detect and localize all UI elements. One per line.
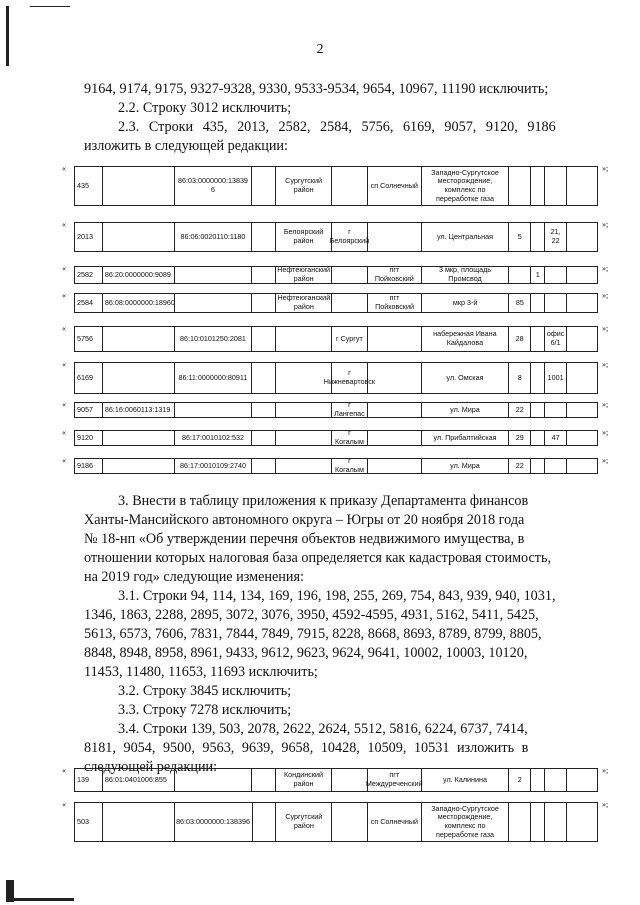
table-cell-settlement (368, 403, 422, 417)
table-cell-cad: 86:10:0101250:2081 (175, 327, 253, 351)
table-cell-b (531, 294, 545, 312)
quote-close: »; (602, 400, 609, 409)
table-cell-n: 2582 (75, 267, 103, 283)
text-line: 2.3. Строки 435, 2013, 2582, 2584, 5756, 6169, 9057, 9120, 9186 (118, 119, 556, 135)
table-cell-id (103, 327, 175, 351)
table-cell-id: 86:01:0401006:855 (103, 769, 175, 791)
table-cell-cad: 86:17:0010102:532 (175, 431, 253, 445)
table-cell-r (545, 267, 567, 283)
quote-open: « (62, 428, 66, 437)
quote-close: »; (602, 766, 609, 775)
table-cell-address: набережная Ивана Кайдалова (422, 327, 510, 351)
text-line: 3.3. Строку 7278 исключить; (118, 702, 292, 718)
table-row (74, 222, 598, 252)
table-cell-b (531, 431, 545, 445)
quote-open: « (62, 291, 66, 300)
table-cell-blank2: г Белоярский (332, 223, 368, 251)
table-cell-blank (252, 363, 276, 393)
table-cell-b (531, 327, 545, 351)
table-cell-extra (567, 431, 597, 445)
table-cell-r: 47 (545, 431, 567, 445)
table-cell-cad: 86:03:0000000:13839 6 (175, 167, 253, 205)
text-line: на 2019 год» следующие изменения: (84, 569, 304, 585)
table-cell-extra (567, 459, 597, 473)
table-cell-blank2: г Когалым (332, 431, 368, 445)
table-cell-h (509, 803, 531, 841)
text-line: отношении которых налоговая база определяется как кадастровая стоимость, (84, 550, 552, 566)
text-line: 2.2. Строку 3012 исключить; (118, 100, 292, 116)
table-row (74, 458, 598, 474)
quote-open: « (62, 400, 66, 409)
quote-open: « (62, 766, 66, 775)
table-cell-blank (252, 769, 276, 791)
table-row (74, 266, 598, 284)
table-cell-h: 29 (509, 431, 531, 445)
table-cell-settlement: пгт Пойковский (368, 294, 422, 312)
table-cell-settlement: сп Солнечный (368, 167, 422, 205)
table-cell-h: 85 (509, 294, 531, 312)
text-line: следующей редакции: (84, 759, 218, 775)
paragraph-amendments (84, 492, 584, 777)
table-cell-id: 86:08:0000000:18960 (103, 294, 175, 312)
table-cell-b: 1 (531, 267, 545, 283)
table-cell-r: 21, 22 (545, 223, 567, 251)
table-cell-blank (252, 403, 276, 417)
table-cell-n: 139 (75, 769, 103, 791)
table-cell-blank (252, 267, 276, 283)
table-cell-extra (567, 223, 597, 251)
table-cell-id (103, 363, 175, 393)
table-cell-settlement (368, 431, 422, 445)
table-cell-r (545, 459, 567, 473)
table-row (74, 293, 598, 313)
quote-open: « (62, 220, 66, 229)
table-cell-cad: 86:11:0000000:80911 (175, 363, 253, 393)
text-line: 3.1. Строки 94, 114, 134, 169, 196, 198, 255, 269, 754, 843, 939, 940, 1031, (118, 588, 556, 604)
quote-close: »; (602, 456, 609, 465)
table-row (74, 362, 598, 394)
text-line: 9164, 9174, 9175, 9327-9328, 9330, 9533-9534, 9654, 10967, 11190 исключить; (84, 81, 549, 97)
table-cell-cad: 86:06:0020110:1180 (175, 223, 253, 251)
table-cell-r: офис 6/1 (545, 327, 567, 351)
table-cell-id (103, 167, 175, 205)
table-cell-cad (175, 267, 253, 283)
table-cell-n: 9057 (75, 403, 103, 417)
table-cell-settlement (368, 459, 422, 473)
table-cell-district: Нефтеюганский район (276, 267, 332, 283)
table-row (74, 768, 598, 792)
table-row (74, 166, 598, 206)
table-cell-address: ул. Прибалтийская (422, 431, 510, 445)
table-row (74, 802, 598, 842)
paragraph-exclusions (84, 80, 584, 156)
table-cell-b (531, 167, 545, 205)
table-cell-district (276, 327, 332, 351)
table-cell-blank2 (332, 803, 368, 841)
table-cell-cad (175, 403, 253, 417)
table-cell-r (545, 769, 567, 791)
scan-mark-top (30, 6, 70, 7)
table-cell-address: ул. Калинина (422, 769, 510, 791)
table-cell-h: 28 (509, 327, 531, 351)
page-number: 2 (316, 42, 324, 57)
table-cell-b (531, 223, 545, 251)
table-cell-district (276, 403, 332, 417)
text-line: 11453, 11480, 11653, 11693 исключить; (84, 664, 318, 680)
table-cell-blank (252, 294, 276, 312)
table-cell-blank2 (332, 769, 368, 791)
table-cell-district (276, 459, 332, 473)
table-cell-cad (175, 769, 253, 791)
table-cell-n: 2584 (75, 294, 103, 312)
quote-close: »; (602, 264, 609, 273)
table-cell-blank2: г Сургут (332, 327, 368, 351)
table-cell-r: 1001 (545, 363, 567, 393)
table-cell-b (531, 803, 545, 841)
table-cell-settlement: сп Солнечный (368, 803, 422, 841)
quote-close: »; (602, 360, 609, 369)
table-cell-h: 8 (509, 363, 531, 393)
table-cell-id (103, 223, 175, 251)
quote-close: »; (602, 164, 609, 173)
text-line: 3.4. Строки 139, 503, 2078, 2622, 2624, 5512, 5816, 6224, 6737, 7414, (118, 721, 528, 737)
quote-open: « (62, 800, 66, 809)
table-cell-blank (253, 803, 277, 841)
quote-close: »; (602, 220, 609, 229)
table-cell-blank (252, 431, 276, 445)
quote-open: « (62, 264, 66, 273)
table-cell-blank (252, 327, 276, 351)
table-cell-id (103, 431, 175, 445)
table-cell-id (103, 459, 175, 473)
table-cell-blank2 (332, 294, 368, 312)
text-line: Ханты-Мансийского автономного округа – Югры от 20 ноября 2018 года (84, 512, 525, 528)
table-cell-n: 9186 (75, 459, 103, 473)
table-cell-b (531, 769, 545, 791)
table-cell-district: Сургутский район (276, 167, 332, 205)
table-row (74, 326, 598, 352)
table-cell-n: 435 (75, 167, 103, 205)
text-line: № 18-нп «Об утверждении перечня объектов недвижимого имущества, в (84, 531, 525, 547)
table-cell-h (509, 167, 531, 205)
table-cell-r (545, 803, 567, 841)
table-cell-h: 5 (509, 223, 531, 251)
quote-close: »; (602, 800, 609, 809)
table-cell-n: 6169 (75, 363, 103, 393)
scan-mark-bottom-line (14, 898, 74, 901)
text-line: 8848, 8948, 8958, 8961, 9433, 9612, 9623, 9624, 9641, 10002, 10003, 10120, (84, 645, 528, 661)
table-row (74, 430, 598, 446)
table-cell-blank2 (332, 167, 368, 205)
table-cell-h: 22 (509, 403, 531, 417)
table-cell-address: ул. Центральная (422, 223, 510, 251)
table-cell-address: Западно-Сургутское месторождение, комплекс по переработке газа (422, 803, 510, 841)
table-cell-extra (567, 363, 597, 393)
table-cell-settlement (368, 223, 422, 251)
table-cell-extra (567, 294, 597, 312)
table-cell-n: 9120 (75, 431, 103, 445)
table-cell-h: 22 (509, 459, 531, 473)
table-cell-district: Нефтеюганский район (276, 294, 332, 312)
table-cell-blank2: г Когалым (332, 459, 368, 473)
table-cell-h: 2 (509, 769, 531, 791)
text-line: 3. Внести в таблицу приложения к приказу Департамента финансов (118, 493, 529, 509)
table-cell-address: ул. Мира (422, 403, 510, 417)
text-line: 1346, 1863, 2288, 2895, 3072, 3076, 3950, 4592-4595, 4931, 5162, 5411, 5425, (84, 607, 539, 623)
table-cell-b (531, 459, 545, 473)
table-cell-address: мкр 3-й (422, 294, 510, 312)
table-cell-cad: 86:17:0010109:2740 (175, 459, 253, 473)
table-cell-id: 86:16:0060113:1319 (103, 403, 175, 417)
table-cell-cad (175, 294, 253, 312)
table-cell-blank2 (332, 267, 368, 283)
table-row (74, 402, 598, 418)
quote-open: « (62, 324, 66, 333)
table-cell-n: 2013 (75, 223, 103, 251)
table-cell-extra (567, 403, 597, 417)
quote-open: « (62, 360, 66, 369)
table-cell-b (531, 403, 545, 417)
table-cell-settlement (368, 327, 422, 351)
scan-mark-bottom-left (6, 880, 14, 902)
table-cell-settlement: пгт Пойковский (368, 267, 422, 283)
quote-close: »; (602, 291, 609, 300)
table-cell-address: 3 мкр, площадь Промсвод (422, 267, 510, 283)
table-cell-blank (252, 459, 276, 473)
table-cell-settlement: пгт Междуреченский (368, 769, 422, 791)
table-cell-id (103, 803, 175, 841)
table-cell-extra (567, 267, 597, 283)
table-cell-extra (567, 769, 597, 791)
table-cell-cad: 86:03:0000000:138396 (175, 803, 253, 841)
table-cell-district (276, 431, 332, 445)
table-cell-district: Кондинский район (276, 769, 332, 791)
table-cell-settlement (368, 363, 422, 393)
table-cell-address: ул. Омская (422, 363, 510, 393)
table-cell-address: ул. Мира (422, 459, 510, 473)
table-cell-h (509, 267, 531, 283)
table-cell-n: 503 (75, 803, 103, 841)
table-cell-district: Белоярский район (276, 223, 332, 251)
table-cell-extra (567, 803, 597, 841)
table-cell-blank2: г Лангепас (332, 403, 368, 417)
table-cell-id: 86:20:0000000:9089 (103, 267, 175, 283)
text-line: 3.2. Строку 3845 исключить; (118, 683, 292, 699)
quote-close: »; (602, 428, 609, 437)
table-cell-blank (252, 167, 276, 205)
table-cell-extra (567, 327, 597, 351)
table-cell-blank2: г Нижневартовск (332, 363, 368, 393)
table-cell-extra (567, 167, 597, 205)
text-line: 5613, 6573, 7606, 7831, 7844, 7849, 7915, 8228, 8668, 8693, 8789, 8799, 8805, (84, 626, 542, 642)
text-line: 8181, 9054, 9500, 9563, 9639, 9658, 10428, 10509, 10531 изложить в (84, 740, 529, 756)
table-cell-district: Сургутский район (276, 803, 332, 841)
quote-open: « (62, 164, 66, 173)
table-cell-r (545, 294, 567, 312)
table-cell-blank (252, 223, 276, 251)
table-cell-r (545, 403, 567, 417)
table-cell-address: Западно-Сургутское месторождение, комплекс по переработке газа (422, 167, 510, 205)
text-line: изложить в следующей редакции: (84, 138, 288, 154)
quote-close: »; (602, 324, 609, 333)
quote-open: « (62, 456, 66, 465)
table-cell-b (531, 363, 545, 393)
table-cell-n: 5756 (75, 327, 103, 351)
table-cell-r (545, 167, 567, 205)
